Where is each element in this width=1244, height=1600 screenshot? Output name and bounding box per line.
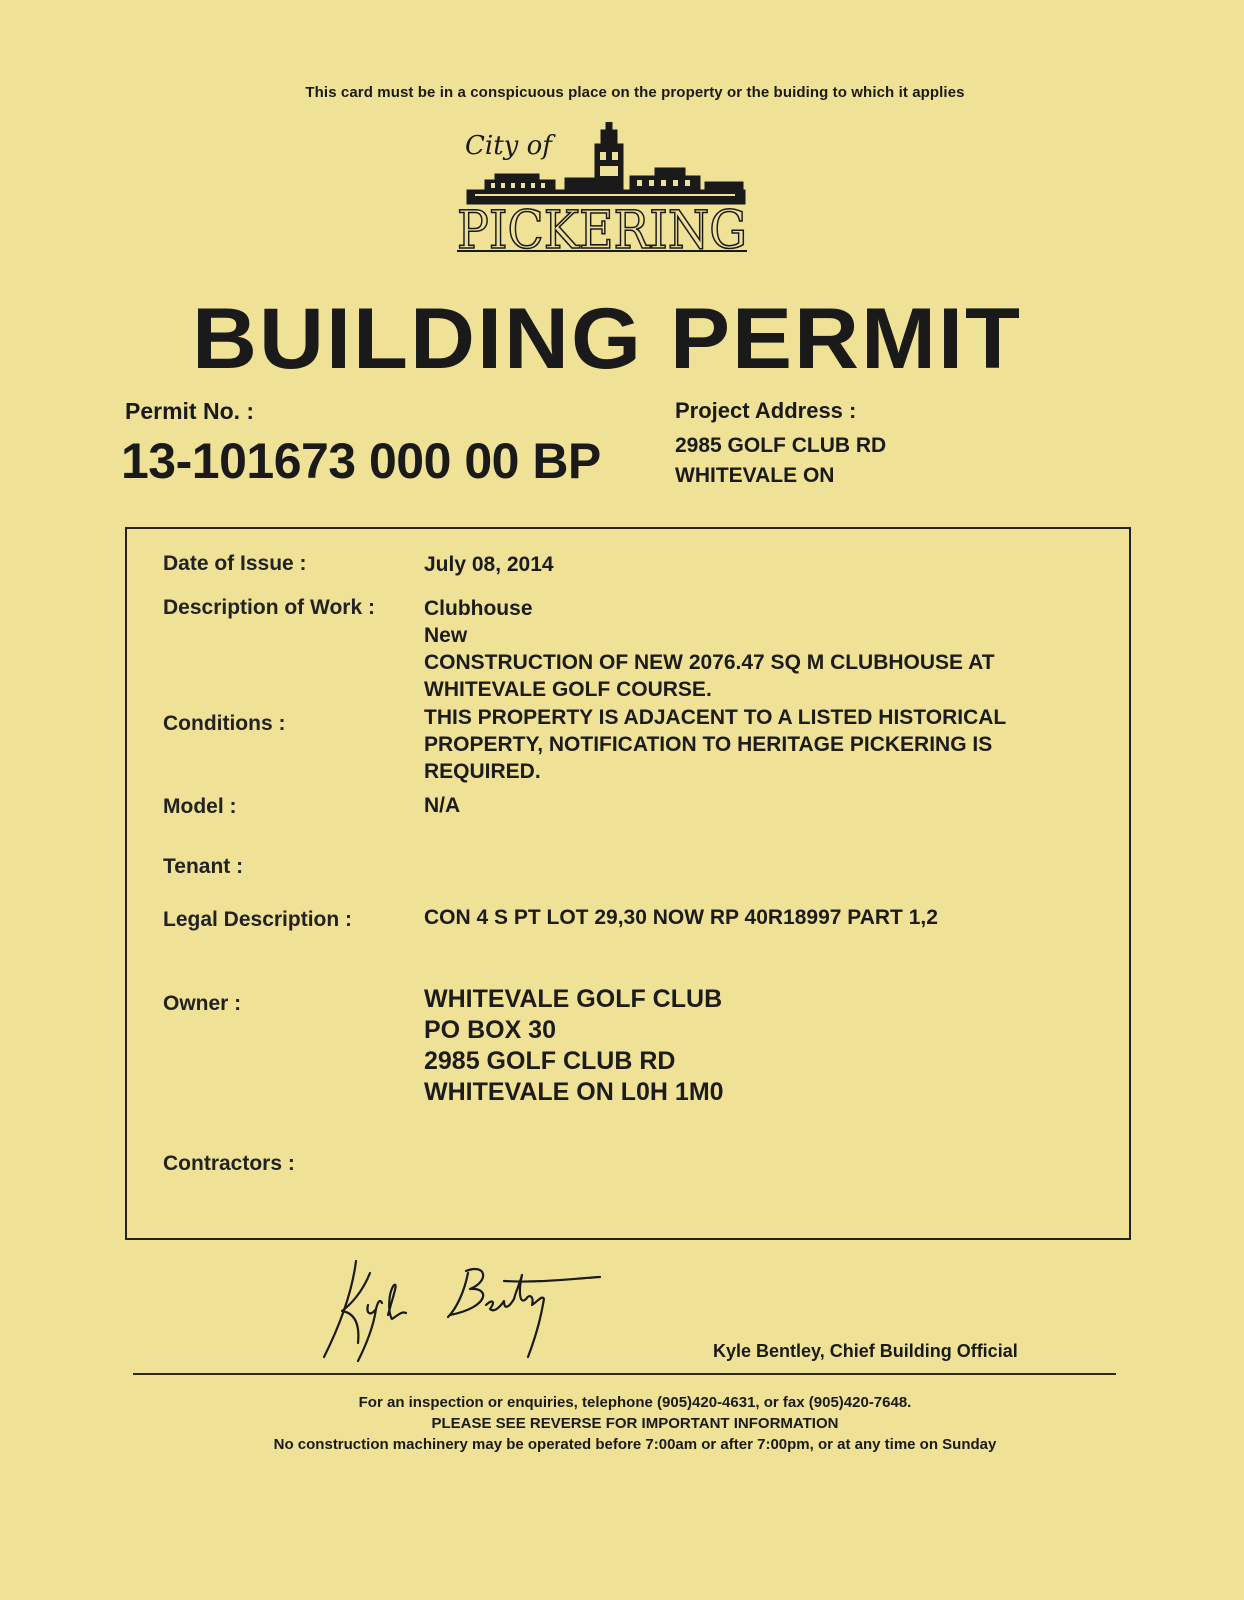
model-value: N/A bbox=[424, 794, 461, 817]
conditions-line: PROPERTY, NOTIFICATION TO HERITAGE PICKERING IS bbox=[424, 733, 993, 756]
legal-description-value: CON 4 S PT LOT 29,30 NOW RP 40R18997 PART 1,2 bbox=[424, 906, 938, 929]
conditions-value bbox=[424, 704, 1006, 785]
tenant-label: Tenant : bbox=[163, 855, 244, 878]
conditions-label: Conditions : bbox=[163, 712, 286, 735]
legal-description-label: Legal Description : bbox=[163, 908, 353, 931]
posting-notice: This card must be in a conspicuous place on the property or the buiding to which it applies bbox=[305, 84, 965, 101]
owner-line: PO BOX 30 bbox=[424, 1016, 556, 1044]
permit-number: 13-101673 000 00 BP bbox=[121, 433, 601, 489]
description-line: Clubhouse bbox=[424, 597, 533, 620]
owner-line: WHITEVALE GOLF CLUB bbox=[424, 985, 723, 1013]
owner-line: 2985 GOLF CLUB RD bbox=[424, 1047, 676, 1075]
footer-reverse-notice: PLEASE SEE REVERSE FOR IMPORTANT INFORMATION bbox=[431, 1415, 839, 1432]
conditions-line: THIS PROPERTY IS ADJACENT TO A LISTED HISTORICAL bbox=[424, 706, 1007, 729]
permit-details-box bbox=[125, 527, 1131, 1240]
date-of-issue-label: Date of Issue : bbox=[163, 552, 307, 575]
owner-line: WHITEVALE ON L0H 1M0 bbox=[424, 1078, 724, 1106]
owner-value bbox=[424, 984, 724, 1108]
city-of-pickering-logo bbox=[455, 122, 760, 262]
owner-label: Owner : bbox=[163, 992, 242, 1015]
description-label: Description of Work : bbox=[163, 596, 375, 619]
handwritten-signature bbox=[318, 1253, 608, 1365]
logo-city-of-text: City of bbox=[465, 131, 552, 161]
footer-machinery-notice: No construction machinery may be operated before 7:00am or after 7:00pm, or at any time on Sunday bbox=[273, 1436, 997, 1453]
document-title: BUILDING PERMIT bbox=[192, 291, 1022, 387]
model-label: Model : bbox=[163, 795, 237, 818]
description-line: New bbox=[424, 624, 468, 647]
description-value bbox=[424, 595, 995, 703]
footer-divider bbox=[133, 1373, 1116, 1375]
logo-pickering-text: PICKERING bbox=[457, 201, 747, 261]
project-address-line: WHITEVALE ON bbox=[675, 464, 835, 487]
date-of-issue-value: July 08, 2014 bbox=[424, 553, 554, 576]
footer-contact: For an inspection or enquiries, telephone (905)420-4631, or fax (905)420-7648. bbox=[358, 1394, 912, 1411]
signature-text: Kyle Bentley bbox=[318, 1253, 324, 1254]
project-address-line: 2985 GOLF CLUB RD bbox=[675, 434, 887, 457]
description-line: WHITEVALE GOLF COURSE. bbox=[424, 678, 712, 701]
contractors-label: Contractors : bbox=[163, 1152, 295, 1175]
signer-name-title: Kyle Bentley, Chief Building Official bbox=[713, 1341, 1018, 1361]
conditions-line: REQUIRED. bbox=[424, 760, 541, 783]
project-address-label: Project Address : bbox=[675, 398, 857, 423]
permit-number-label: Permit No. : bbox=[125, 398, 255, 424]
description-line: CONSTRUCTION OF NEW 2076.47 SQ M CLUBHOUSE AT bbox=[424, 651, 995, 674]
